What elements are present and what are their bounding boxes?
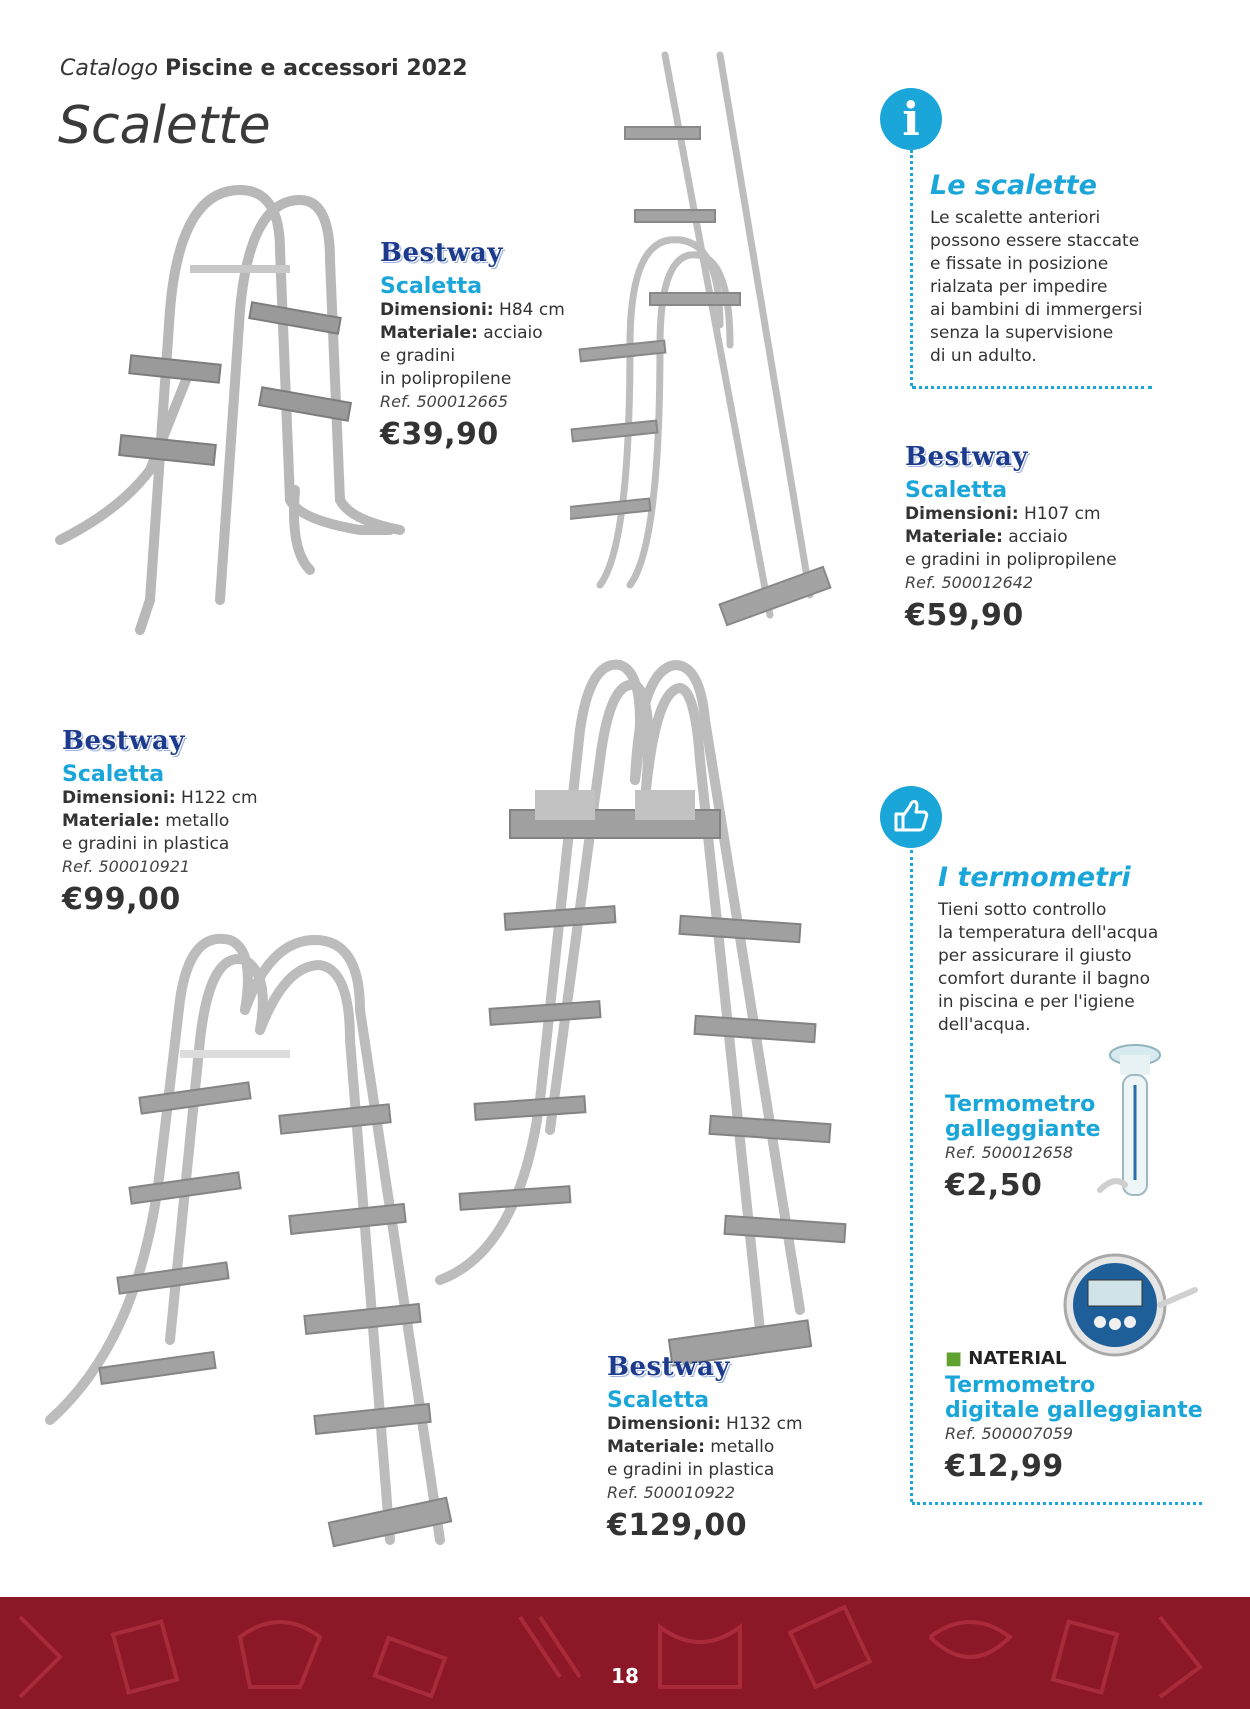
catalog-header-title: Piscine e accessori 2022 <box>164 56 468 81</box>
brand-logo-bestway: Bestway <box>607 1352 731 1382</box>
product-price: €2,50 <box>945 1168 1043 1203</box>
product-dimensions: Dimensioni: H122 cm <box>62 788 258 808</box>
product-name: Scaletta <box>380 274 483 299</box>
product-price: €99,00 <box>62 882 181 917</box>
product-price: €12,99 <box>945 1449 1064 1484</box>
product-card-h84 <box>380 238 565 452</box>
thermo-divider-vertical <box>910 850 913 1502</box>
product-name: Scaletta <box>607 1388 710 1413</box>
product-material-line2: e gradini in polipropilene <box>905 550 1117 570</box>
product-card-h122 <box>62 726 258 917</box>
product-name-line1: Termometro <box>945 1373 1096 1398</box>
product-material: Materiale: metallo <box>607 1437 775 1457</box>
product-name-line2: galleggiante <box>945 1117 1101 1142</box>
thumbs-up-icon <box>880 786 942 848</box>
ladder-h132-image <box>430 650 900 1370</box>
product-name-line2: digitale galleggiante <box>945 1398 1203 1423</box>
product-card-thermometer-floating <box>945 1092 1101 1203</box>
footer-band <box>0 1597 1250 1709</box>
digital-thermometer-image <box>1060 1250 1200 1360</box>
info-divider-vertical <box>910 150 913 386</box>
thermo-divider-horizontal <box>912 1502 1202 1505</box>
product-ref: Ref. 500012658 <box>945 1143 1074 1162</box>
ladder-h107-image <box>570 45 870 665</box>
page-number: 18 <box>611 1664 639 1688</box>
brand-logo-bestway: Bestway <box>62 726 186 756</box>
page-title: Scalette <box>58 96 271 156</box>
product-ref: Ref. 500012665 <box>380 392 509 411</box>
info-text: Le scalette anteriori possono essere staccate e fissate in posizione rialzata per impedire ai bambini di immergersi senza la supervisione di un adulto. <box>930 208 1143 366</box>
product-material: Materiale: acciaio <box>905 527 1068 547</box>
info-title: Le scalette <box>930 170 1097 201</box>
footer-pattern <box>0 1597 1250 1709</box>
brand-logo-naterial: ■ NATERIAL <box>945 1348 1067 1369</box>
product-ref: Ref. 500010922 <box>607 1483 736 1502</box>
product-material: Materiale: metallo <box>62 811 230 831</box>
info-box-termometri <box>938 862 1218 1037</box>
thermo-text: Tieni sotto controllo la temperatura dell'acqua per assicurare il giusto comfort durante il bagno in piscina e per l'igiene dell'acqua. <box>938 900 1159 1035</box>
product-ref: Ref. 500010921 <box>62 857 191 876</box>
product-ref: Ref. 500007059 <box>945 1424 1074 1443</box>
brand-logo-bestway: Bestway <box>905 442 1029 472</box>
info-icon <box>880 88 942 150</box>
product-dimensions: Dimensioni: H132 cm <box>607 1414 803 1434</box>
product-dimensions: Dimensioni: H107 cm <box>905 504 1101 524</box>
product-card-h132 <box>607 1352 803 1543</box>
ladder-h84-image <box>40 170 430 640</box>
product-material-line3: in polipropilene <box>380 369 512 389</box>
thermo-title: I termometri <box>938 862 1131 893</box>
product-price: €39,90 <box>380 417 499 452</box>
product-material-line2: e gradini in plastica <box>607 1460 775 1480</box>
info-box-scalette <box>930 170 1210 368</box>
product-dimensions: Dimensioni: H84 cm <box>380 300 565 320</box>
info-glyph: i <box>902 92 920 146</box>
product-price: €129,00 <box>607 1508 748 1543</box>
brand-logo-bestway: Bestway <box>380 238 504 268</box>
product-name: Scaletta <box>905 478 1008 503</box>
product-card-h107 <box>905 442 1117 633</box>
product-name: Scaletta <box>62 762 165 787</box>
ladder-h122-image <box>30 920 490 1570</box>
product-material-line2: e gradini <box>380 346 456 366</box>
info-divider-horizontal <box>912 386 1152 389</box>
product-price: €59,90 <box>905 598 1024 633</box>
product-card-thermometer-digital <box>945 1348 1203 1484</box>
product-material: Materiale: acciaio <box>380 323 543 343</box>
floating-thermometer-image <box>1090 1040 1170 1220</box>
product-ref: Ref. 500012642 <box>905 573 1034 592</box>
catalog-header <box>60 56 468 81</box>
product-material-line2: e gradini in plastica <box>62 834 230 854</box>
product-name-line1: Termometro <box>945 1092 1096 1117</box>
catalog-header-prefix: Catalogo <box>60 56 158 81</box>
